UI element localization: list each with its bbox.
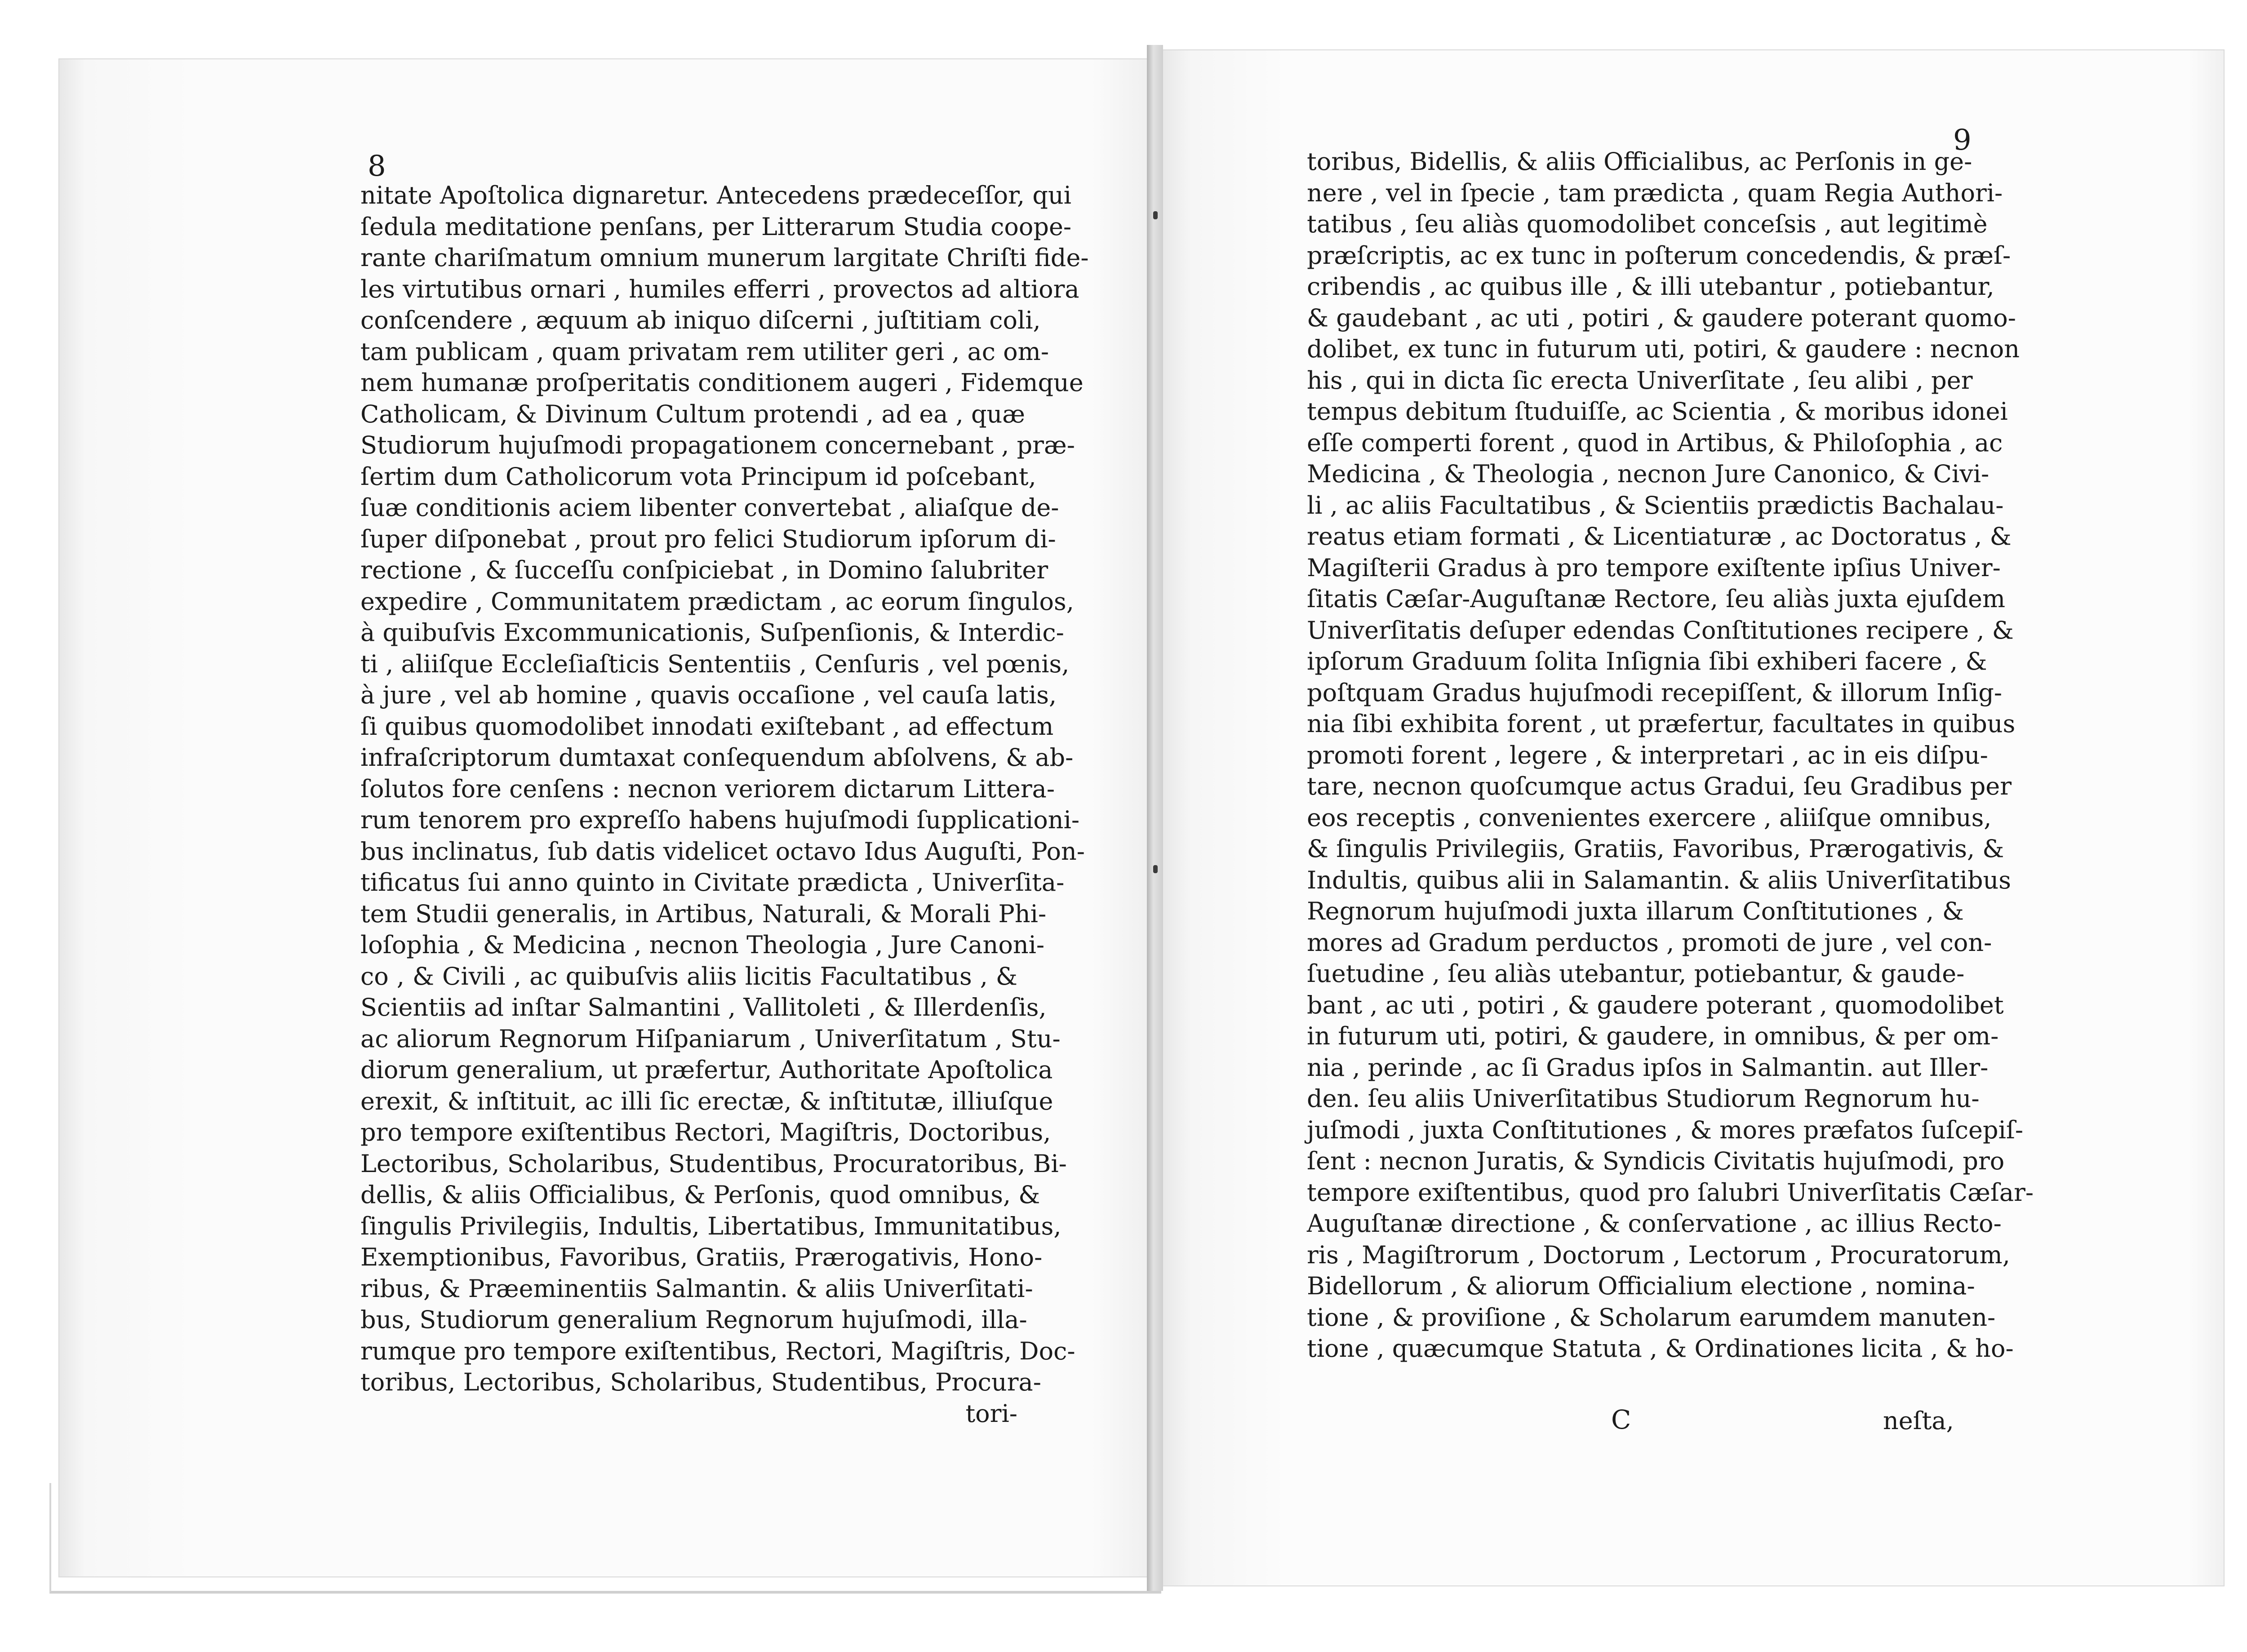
text-line: tare, necnon quoſcumque actus Gradui, ſeu Gradibus per	[1307, 772, 2012, 800]
text-line: loſophia , & Medicina , necnon Theologia , Jure Canoni-	[360, 931, 1045, 959]
text-line: ſitatis Cæſar-Auguſtanæ Rectore, ſeu aliàs juxta ejuſdem	[1307, 585, 2006, 613]
text-line: bus inclinatus, ſub datis videlicet octavo Idus Auguſti, Pon-	[360, 837, 1085, 866]
text-line: Lectoribus, Scholaribus, Studentibus, Procuratoribus, Bi-	[360, 1149, 1067, 1178]
text-line: dellis, & aliis Officialibus, & Perſonis, quod omnibus, &	[360, 1181, 1040, 1209]
text-line: Bidellorum , & aliorum Officialium electione , nomina-	[1307, 1272, 1975, 1300]
binding-mark-top	[1153, 211, 1158, 219]
text-line: Catholicam, & Divinum Cultum protendi , ad ea , quæ	[360, 400, 1026, 428]
text-line: nia ſibi exhibita forent , ut præfertur, facultates in quibus	[1307, 710, 2016, 738]
text-line: rante chariſmatum omnium munerum largitate Chriſti fide-	[360, 244, 1089, 272]
binding-mark-middle	[1153, 865, 1158, 873]
text-line: nia , perinde , ac ſi Gradus ipſos in Salmantin. aut Iller-	[1307, 1053, 1989, 1082]
signature-mark: C	[1611, 1404, 1631, 1435]
text-line: ribus, & Præeminentiis Salmantin. & aliis Univerſitati-	[360, 1274, 1033, 1303]
text-line: poſtquam Gradus hujuſmodi recepiſſent, & illorum Inſig-	[1307, 678, 2003, 707]
text-line: nitate Apoſtolica dignaretur. Antecedens prædeceſſor, qui	[360, 181, 1072, 209]
text-line: les virtutibus ornari , humiles efferri , provectos ad altiora	[360, 275, 1079, 303]
text-line: bant , ac uti , potiri , & gaudere poterant , quomodolibet	[1307, 990, 2004, 1019]
text-line: in futurum uti, potiri, & gaudere, in omnibus, & per om-	[1307, 1022, 1999, 1050]
right-page-number: 9	[1953, 124, 1972, 157]
text-line: tione , & proviſione , & Scholarum earumdem manuten-	[1307, 1303, 1996, 1332]
text-line: ſingulis Privilegiis, Indultis, Libertatibus, Immunitatibus,	[360, 1212, 1061, 1240]
text-line: præſcriptis, ac ex tunc in poſterum concedendis, & præſ-	[1307, 241, 2011, 270]
text-line: tempore exiſtentibus, quod pro ſalubri Univerſitatis Cæſar-	[1307, 1178, 2034, 1207]
right-page-text	[1307, 146, 2034, 1364]
text-line: expedire , Communitatem prædictam , ac eorum ſingulos,	[360, 587, 1074, 616]
text-line: den. ſeu aliis Univerſitatibus Studiorum Regnorum hu-	[1307, 1084, 1980, 1113]
text-line: dolibet, ex tunc in futurum uti, potiri, & gaudere : necnon	[1307, 335, 2020, 363]
text-line: li , ac aliis Facultatibus , & Scientiis prædictis Bachalau-	[1307, 491, 2004, 520]
text-line: Magiſterii Gradus à pro tempore exiſtente ipſius Univer-	[1307, 553, 2001, 582]
text-line: Regnorum hujuſmodi juxta illarum Conſtitutiones , &	[1307, 897, 1964, 925]
text-line: tem Studii generalis, in Artibus, Naturali, & Morali Phi-	[360, 899, 1047, 928]
text-line: bus, Studiorum generalium Regnorum hujuſmodi, illa-	[360, 1306, 1027, 1334]
text-line: Medicina , & Theologia , necnon Jure Canonico, & Civi-	[1307, 460, 1989, 488]
text-line: Exemptionibus, Favoribus, Gratiis, Prærogativis, Hono-	[360, 1243, 1043, 1271]
text-line: ſolutos fore cenſens : necnon veriorem dictarum Littera-	[360, 774, 1055, 803]
text-line: tificatus ſui anno quinto in Civitate prædicta , Univerſita-	[360, 868, 1065, 897]
text-line: pro tempore exiſtentibus Rectori, Magiſtris, Doctoribus,	[360, 1118, 1051, 1146]
text-line: Scientiis ad inſtar Salmantini , Vallitoleti , & Illerdenſis,	[360, 993, 1047, 1021]
text-line: cribendis , ac quibus ille , & illi utebantur , potiebantur,	[1307, 272, 1994, 301]
text-line: à quibuſvis Excommunicationis, Suſpenſionis, & Interdic-	[360, 618, 1064, 647]
text-line: eſſe comperti forent , quod in Artibus, & Philoſophia , ac	[1307, 428, 2003, 457]
text-line: rum tenorem pro expreſſo habens hujuſmodi ſupplicationi-	[360, 806, 1080, 834]
text-line: à jure , vel ab homine , quavis occaſione , vel cauſa latis,	[360, 681, 1057, 709]
text-line: Univerſitatis deſuper edendas Conſtitutiones recipere , &	[1307, 616, 2014, 644]
text-line: diorum generalium, ut præfertur, Authoritate Apoſtolica	[360, 1056, 1053, 1084]
text-line: conſcendere , æquum ab iniquo diſcerni , juſtitiam coli,	[360, 306, 1041, 334]
text-line: ſuper diſponebat , prout pro felici Studiorum ipſorum di-	[360, 524, 1056, 553]
text-line: & gaudebant , ac uti , potiri , & gaudere poterant quomo-	[1307, 303, 2016, 332]
text-line: his , qui in dicta ſic erecta Univerſitate , ſeu alibi , per	[1307, 366, 1973, 395]
text-line: rumque pro tempore exiſtentibus, Rectori, Magiſtris, Doc-	[360, 1337, 1075, 1365]
text-line: infraſcriptorum dumtaxat conſequendum abſolvens, & ab-	[360, 743, 1074, 772]
text-line: toribus, Bidellis, & aliis Officialibus, ac Perſonis in ge-	[1307, 147, 1972, 176]
text-line: promoti forent , legere , & interpretari , ac in eis diſpu-	[1307, 741, 1988, 769]
text-line: ris , Magiſtrorum , Doctorum , Lectorum , Procuratorum,	[1307, 1240, 2010, 1269]
text-line: & ſingulis Privilegiis, Gratiis, Favoribus, Prærogativis, &	[1307, 835, 2004, 863]
text-line: ſent : necnon Juratis, & Syndicis Civitatis hujuſmodi, pro	[1307, 1147, 2005, 1175]
text-line: co , & Civili , ac quibuſvis aliis licitis Facultatibus , &	[360, 962, 1017, 990]
text-line: ſedula meditatione penſans, per Litterarum Studia coope-	[360, 212, 1072, 241]
text-line: ac aliorum Regnorum Hiſpaniarum , Univerſitatum , Stu-	[360, 1024, 1061, 1053]
catchword: neſta,	[1883, 1407, 1954, 1435]
text-line: ti , aliiſque Eccleſiaſticis Sententiis , Cenſuris , vel pœnis,	[360, 649, 1070, 678]
text-line: ſuæ conditionis aciem libenter convertebat , aliaſque de-	[360, 493, 1059, 522]
text-line: rectione , & ſucceſſu conſpiciebat , in Domino ſalubriter	[360, 556, 1048, 584]
left-page-number: 8	[368, 150, 386, 183]
text-line: Studiorum hujuſmodi propagationem concernebant , præ-	[360, 431, 1075, 459]
text-line: tione , quæcumque Statuta , & Ordinationes licita , & ho-	[1307, 1334, 2014, 1363]
text-line: eos receptis , convenientes exercere , aliiſque omnibus,	[1307, 803, 1992, 832]
text-line: toribus, Lectoribus, Scholaribus, Studentibus, Procura-	[360, 1368, 1041, 1396]
left-page-text	[360, 180, 1089, 1429]
text-line: ſertim dum Catholicorum vota Principum id poſcebant,	[360, 462, 1036, 491]
text-line: reatus etiam formati , & Licentiaturæ , ac Doctoratus , &	[1307, 522, 2012, 551]
text-line: tempus debitum ſtuduiſſe, ac Scientia , & moribus idonei	[1307, 397, 2008, 426]
text-line: mores ad Gradum perductos , promoti de jure , vel con-	[1307, 928, 1992, 957]
text-line: juſmodi , juxta Conſtitutiones , & mores præfatos ſuſcepiſ-	[1307, 1115, 2024, 1144]
text-line: ipſorum Graduum ſolita Inſignia ſibi exhiberi facere , &	[1307, 647, 1987, 675]
text-line: Auguſtanæ directione , & conſervatione , ac illius Recto-	[1307, 1209, 2002, 1238]
text-line: Indultis, quibus alii in Salamantin. & aliis Univerſitatibus	[1307, 866, 2012, 894]
text-line: tatibus , ſeu aliàs quomodolibet conceſsis , aut legitimè	[1307, 210, 1988, 238]
text-line: nere , vel in ſpecie , tam prædicta , quam Regia Authori-	[1307, 178, 2003, 207]
book-gutter	[1147, 45, 1163, 1591]
text-line: ſi quibus quomodolibet innodati exiſtebant , ad effectum	[360, 712, 1054, 741]
text-line: tam publicam , quam privatam rem utiliter geri , ac om-	[360, 337, 1049, 366]
text-line: nem humanæ proſperitatis conditionem augeri , Fidemque	[360, 369, 1084, 397]
text-line: tori-	[965, 1399, 1017, 1428]
text-line: ſuetudine , ſeu aliàs utebantur, potiebantur, & gaude-	[1307, 959, 1965, 988]
text-line: erexit, & inſtituit, ac illi ſic erectæ, & inſtitutæ, illiuſque	[360, 1087, 1053, 1115]
